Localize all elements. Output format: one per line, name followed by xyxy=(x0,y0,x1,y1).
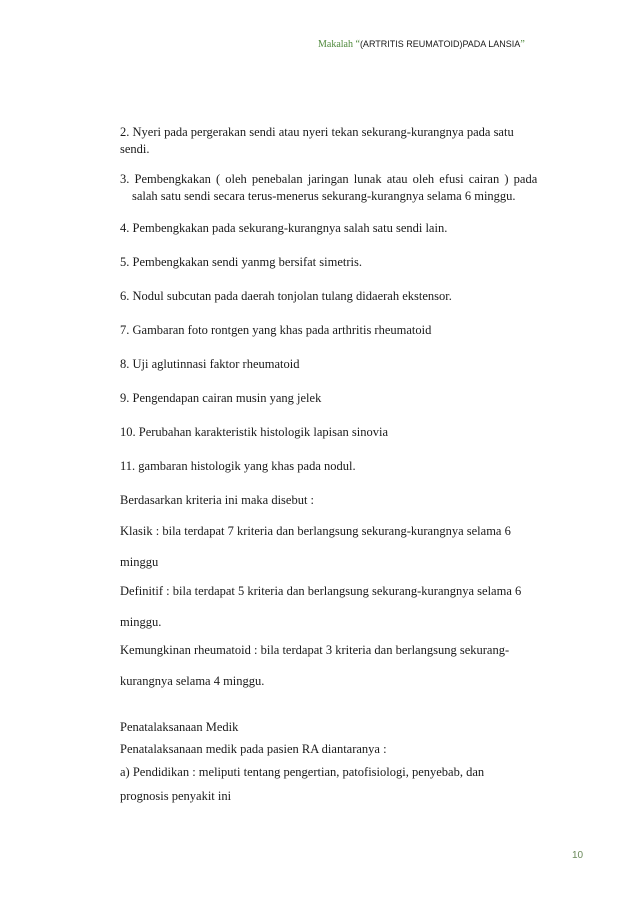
header-title: (ARTRITIS REUMATOID)PADA LANSIA xyxy=(359,39,521,49)
criteria-item-3-line2: salah satu sendi secara terus-menerus sekurang-kurangnya selama 6 minggu. xyxy=(132,189,516,203)
classification-definitif-line1: Definitif : bila terdapat 5 kriteria dan berlangsung sekurang-kurangnya selama 6 xyxy=(120,584,522,598)
criteria-item-3-line1: 3. Pembengkakan ( oleh penebalan jaringan lunak atau oleh efusi cairan ) pada xyxy=(120,172,538,186)
criteria-item-3 xyxy=(120,171,538,205)
criteria-item-6: 6. Nodul subcutan pada daerah tonjolan tulang didaerah ekstensor. xyxy=(120,289,452,303)
criteria-item-11: 11. gambaran histologik yang khas pada nodul. xyxy=(120,459,356,473)
criteria-item-2-line2: sendi. xyxy=(120,142,150,156)
page-number: 10 xyxy=(572,850,584,861)
treatment-intro: Penatalaksanaan medik pada pasien RA diantaranya : xyxy=(120,742,387,756)
classification-definitif-line2: minggu. xyxy=(120,615,162,629)
classification-klasik-line2: minggu xyxy=(120,555,159,569)
classification-kemungkinan-line1: Kemungkinan rheumatoid : bila terdapat 3 kriteria dan berlangsung sekurang- xyxy=(120,643,510,657)
criteria-item-7: 7. Gambaran foto rontgen yang khas pada arthritis rheumatoid xyxy=(120,323,432,337)
classification-klasik-line1: Klasik : bila terdapat 7 kriteria dan berlangsung sekurang-kurangnya selama 6 xyxy=(120,524,511,538)
page-header xyxy=(318,39,525,50)
classification-kemungkinan-line2: kurangnya selama 4 minggu. xyxy=(120,674,265,688)
criteria-item-5: 5. Pembengkakan sendi yanmg bersifat simetris. xyxy=(120,255,362,269)
criteria-item-2 xyxy=(120,124,514,158)
treatment-heading: Penatalaksanaan Medik xyxy=(120,720,239,734)
criteria-item-8: 8. Uji aglutinnasi faktor rheumatoid xyxy=(120,357,300,371)
treatment-item-a-line1: a) Pendidikan : meliputi tentang pengertian, patofisiologi, penyebab, dan xyxy=(120,765,485,779)
criteria-item-4: 4. Pembengkakan pada sekurang-kurangnya salah satu sendi lain. xyxy=(120,221,448,235)
criteria-item-2-line1: 2. Nyeri pada pergerakan sendi atau nyeri tekan sekurang-kurangnya pada satu xyxy=(120,125,514,139)
classification-intro: Berdasarkan kriteria ini maka disebut : xyxy=(120,493,315,507)
treatment-item-a-line2: prognosis penyakit ini xyxy=(120,789,232,803)
header-close-quote: ” xyxy=(520,39,525,50)
criteria-item-10: 10. Perubahan karakteristik histologik lapisan sinovia xyxy=(120,425,389,439)
header-prefix: Makalah “ xyxy=(318,39,360,50)
criteria-item-9: 9. Pengendapan cairan musin yang jelek xyxy=(120,391,322,405)
